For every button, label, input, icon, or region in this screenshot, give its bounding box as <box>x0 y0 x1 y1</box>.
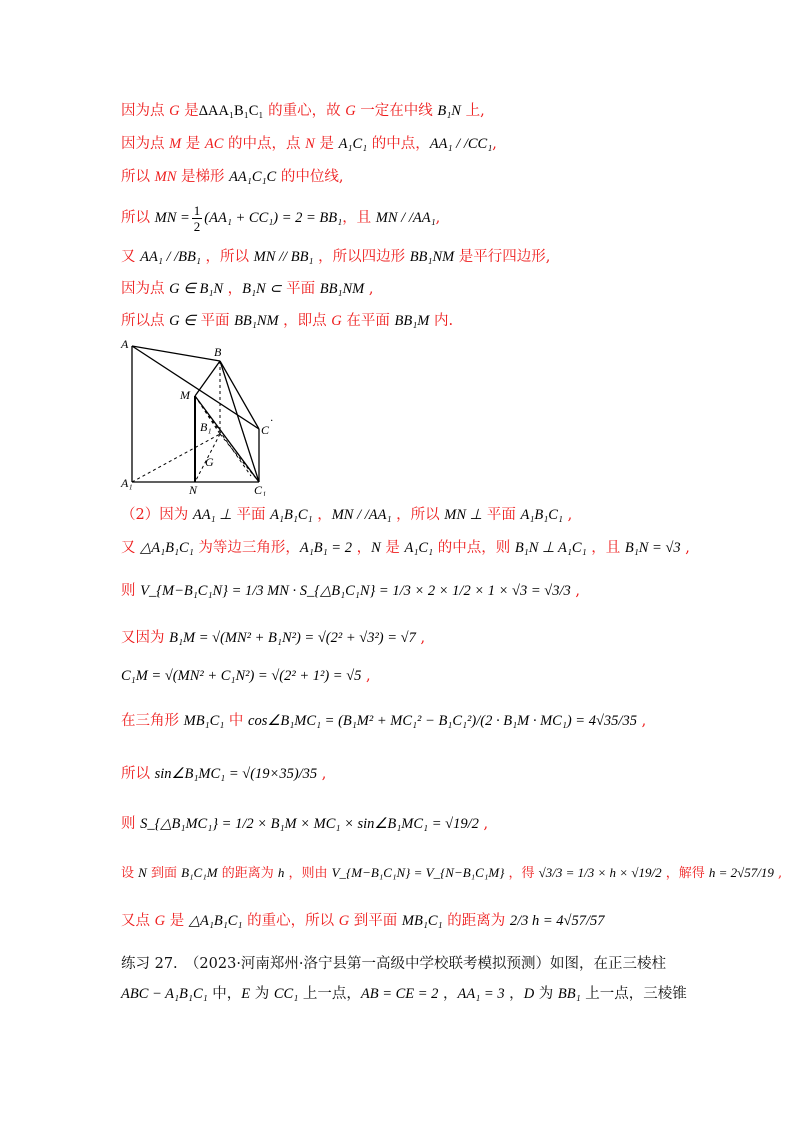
solution-line-1: 因为点 G 是ΔAA₁B₁C₁ 的重心，故 G 一定在中线 B₁N 上, <box>121 103 485 119</box>
label-n: N <box>189 483 198 496</box>
exercise-27-heading: 练习 27. （2023·河南郑州·洛宁县第一高级中学校联考模拟预测）如图，在正三棱柱 <box>121 956 667 972</box>
label-m: M <box>180 388 190 402</box>
solution-line-7: 所以点 G ∈ 平面 BB₁NM ，即点 G 在平面 BB₁M 内. <box>121 313 454 329</box>
solution-line-11: 又因为 B₁M = √(MN² + B₁N²) = √(2² + √3²) = √7 , <box>121 630 426 646</box>
label-a1: A₁ <box>121 476 133 490</box>
solution-line-9: 又 △A₁B₁C₁ 为等边三角形，A₁B₁ = 2 ，N 是 A₁C₁ 的中点，则 B₁N ⊥ A₁C₁ ，且 B₁N = √3 , <box>121 540 690 556</box>
solution-line-2: 因为点 M 是 AC 的中点，点 N 是 A₁C₁ 的中点，AA₁ / /CC₁, <box>121 136 497 152</box>
solution-line-8: （2）因为 AA₁ ⊥ 平面 A₁B₁C₁ ，MN / /AA₁ ，所以 MN ⊥ 平面 A₁B₁C₁ , <box>121 507 573 523</box>
solution-line-15: 则 S_{△B₁MC₁} = 1/2 × B₁M × MC₁ × sin∠B₁MC₁ = √19/2 , <box>121 816 489 832</box>
solution-line-5: 又 AA₁ / /BB₁ ，所以 MN // BB₁ ，所以四边形 BB₁NM 是平行四边形, <box>121 249 551 265</box>
label-b: B <box>214 345 222 359</box>
label-a: A <box>121 337 129 351</box>
edge-mg-hidden <box>195 396 251 476</box>
prism-figure <box>118 336 288 496</box>
exercise-27-text: ABC − A₁B₁C₁ 中，E 为 CC₁ 上一点，AB = CE = 2 ，AA₁ = 3 ，D 为 BB₁ 上一点，三棱锥 <box>121 986 687 1002</box>
label-g: G <box>205 455 214 469</box>
solution-line-4: 所以 MN = $\frac{1}{2}$ (AA₁ + CC₁) = 2 = BB₁，且 MN / /AA₁, <box>121 202 441 234</box>
solution-line-17: 又点 G 是 △A₁B₁C₁ 的重心，所以 G 到平面 MB₁C₁ 的距离为 2/3 h = 4√57/57 <box>121 913 605 929</box>
edge-mc1 <box>195 396 259 482</box>
solution-line-16: 设 N 到面 B₁C₁M 的距离为 h ，则由 V_{M−B₁C₁N} = V_{N−B₁C₁M} ，得 √3/3 = 1/3 × h × √19/2 ，解得 h = 2√57/19 , <box>121 865 783 881</box>
edge-bc1 <box>220 361 259 482</box>
label-c: C <box>261 423 270 437</box>
edge-bm <box>195 361 220 396</box>
solution-line-10: 则 V_{M−B₁C₁N} = 1/3 MN · S_{△B₁C₁N} = 1/3 × 2 × 1/2 × 1 × √3 = √3/3 , <box>121 583 580 599</box>
solution-line-12: C₁M = √(MN² + C₁N²) = √(2² + 1²) = √5 , <box>121 668 371 684</box>
edge-bc <box>220 361 259 429</box>
label-c1: C₁ <box>254 483 267 496</box>
solution-line-14: 所以 sin∠B₁MC₁ = √(19×35)/35 , <box>121 766 327 782</box>
edge-ab <box>132 346 220 361</box>
label-b1: B₁ <box>200 420 212 434</box>
label-dot: · <box>270 413 273 427</box>
solution-line-3: 所以 MN 是梯形 AA₁C₁C 的中位线, <box>121 169 344 185</box>
solution-line-6: 因为点 G ∈ B₁N ，B₁N ⊂ 平面 BB₁NM , <box>121 281 374 297</box>
solution-line-13: 在三角形 MB₁C₁ 中 cos∠B₁MC₁ = (B₁M² + MC₁² − B₁C₁²)/(2 · B₁M · MC₁) = 4√35/35 , <box>121 713 647 729</box>
